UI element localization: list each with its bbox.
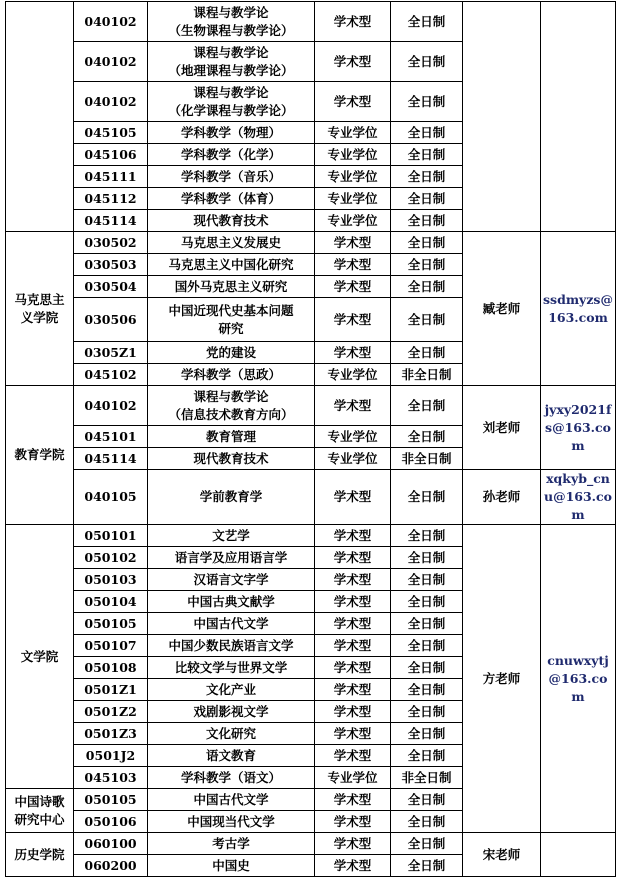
major-cell: 文化研究 [148, 723, 315, 745]
mode-cell: 全日制 [391, 635, 463, 657]
code-cell: 045112 [74, 188, 148, 210]
major-line-1: 中国近现代史基本问题 [168, 302, 294, 318]
major-cell: 马克思主义发展史 [148, 232, 315, 254]
college-name: 马克思主 义学院 [14, 291, 65, 325]
type-cell: 学术型 [315, 547, 391, 569]
mode-cell: 全日制 [391, 298, 463, 342]
table-row [6, 525, 616, 547]
type-cell: 学术型 [315, 342, 391, 364]
type-cell: 学术型 [315, 789, 391, 811]
college-cell-literature: 文学院 [6, 525, 74, 789]
type-cell: 学术型 [315, 745, 391, 767]
table-row [6, 833, 616, 855]
type-cell: 学术型 [315, 298, 391, 342]
contact-email-cell-education-2 [541, 470, 616, 525]
type-cell: 学术型 [315, 723, 391, 745]
major-line-1: 课程与教学论 [193, 388, 269, 404]
major-cell: 中国现当代文学 [148, 811, 315, 833]
mode-cell: 全日制 [391, 833, 463, 855]
admissions-table [5, 1, 616, 877]
code-cell: 050106 [74, 811, 148, 833]
major-line-1: 课程与教学论 [193, 4, 269, 20]
major-cell: 比较文学与世界文学 [148, 657, 315, 679]
mode-cell: 全日制 [391, 789, 463, 811]
contact-email-cell-education-1 [541, 386, 616, 470]
college-cell-marxism [6, 232, 74, 386]
major-cell: 语言学及应用语言学 [148, 547, 315, 569]
type-cell: 学术型 [315, 2, 391, 42]
code-cell: 045102 [74, 364, 148, 386]
type-cell: 学术型 [315, 679, 391, 701]
major-cell: 学科教学（思政） [148, 364, 315, 386]
code-cell: 045114 [74, 210, 148, 232]
major-cell: 学科教学（化学） [148, 144, 315, 166]
type-cell: 专业学位 [315, 426, 391, 448]
contact-email-cell-history [541, 833, 616, 877]
type-cell: 学术型 [315, 635, 391, 657]
college-cell-poetry [6, 789, 74, 833]
type-cell: 专业学位 [315, 166, 391, 188]
major-cell: 现代教育技术 [148, 448, 315, 470]
mode-cell: 全日制 [391, 2, 463, 42]
major-cell: 马克思主义中国化研究 [148, 254, 315, 276]
mode-cell: 非全日制 [391, 448, 463, 470]
table-row [6, 386, 616, 426]
major-cell: 文艺学 [148, 525, 315, 547]
teacher-cell-education-2: 孙老师 [463, 470, 541, 525]
mode-cell: 全日制 [391, 701, 463, 723]
mode-cell: 非全日制 [391, 364, 463, 386]
type-cell: 学术型 [315, 42, 391, 82]
contact-email-cell [541, 2, 616, 232]
code-cell: 030506 [74, 298, 148, 342]
email-link[interactable]: xqkyb_cnu@163.com [544, 471, 612, 522]
teacher-cell-literature: 方老师 [463, 525, 541, 833]
type-cell: 学术型 [315, 232, 391, 254]
code-cell: 030502 [74, 232, 148, 254]
college-name: 中国诗歌 研究中心 [14, 793, 65, 827]
type-cell: 学术型 [315, 386, 391, 426]
mode-cell: 全日制 [391, 82, 463, 122]
major-line-2: （生物课程与教学论） [168, 22, 294, 38]
mode-cell: 全日制 [391, 386, 463, 426]
type-cell: 学术型 [315, 525, 391, 547]
major-cell: 中国古代文学 [148, 789, 315, 811]
major-cell [148, 298, 315, 342]
code-cell: 030504 [74, 276, 148, 298]
major-cell [148, 386, 315, 426]
code-cell: 050108 [74, 657, 148, 679]
mode-cell: 全日制 [391, 342, 463, 364]
major-line-2: （地理课程与教学论） [168, 62, 294, 78]
type-cell: 专业学位 [315, 767, 391, 789]
college-cell-education: 教育学院 [6, 386, 74, 525]
major-cell: 党的建设 [148, 342, 315, 364]
type-cell: 专业学位 [315, 122, 391, 144]
major-cell: 中国古代文学 [148, 613, 315, 635]
code-cell: 030503 [74, 254, 148, 276]
contact-email-cell-marxism [541, 232, 616, 386]
code-cell: 050103 [74, 569, 148, 591]
mode-cell: 全日制 [391, 723, 463, 745]
code-cell: 040102 [74, 82, 148, 122]
major-line-2: 研究 [218, 320, 244, 336]
major-line-2: （化学课程与教学论） [168, 102, 294, 118]
major-cell: 中国古典文献学 [148, 591, 315, 613]
code-cell: 060200 [74, 855, 148, 877]
type-cell: 专业学位 [315, 448, 391, 470]
type-cell: 学术型 [315, 276, 391, 298]
mode-cell: 全日制 [391, 166, 463, 188]
code-cell: 045106 [74, 144, 148, 166]
type-cell: 专业学位 [315, 364, 391, 386]
code-cell: 0305Z1 [74, 342, 148, 364]
contact-email-cell-literature [541, 525, 616, 833]
code-cell: 0501Z1 [74, 679, 148, 701]
mode-cell: 全日制 [391, 855, 463, 877]
mode-cell: 全日制 [391, 426, 463, 448]
mode-cell: 全日制 [391, 144, 463, 166]
code-cell: 045103 [74, 767, 148, 789]
code-cell: 050105 [74, 789, 148, 811]
admissions-table-container [5, 1, 616, 877]
major-line-2: （信息技术教育方向） [168, 406, 294, 422]
major-cell: 教育管理 [148, 426, 315, 448]
code-cell: 050104 [74, 591, 148, 613]
mode-cell: 全日制 [391, 210, 463, 232]
code-cell: 050101 [74, 525, 148, 547]
mode-cell: 全日制 [391, 745, 463, 767]
major-cell: 国外马克思主义研究 [148, 276, 315, 298]
type-cell: 学术型 [315, 254, 391, 276]
code-cell: 040102 [74, 42, 148, 82]
code-cell: 060100 [74, 833, 148, 855]
code-cell: 045105 [74, 122, 148, 144]
college-cell-history: 历史学院 [6, 833, 74, 877]
major-cell [148, 2, 315, 42]
code-cell: 050107 [74, 635, 148, 657]
major-cell: 戏剧影视文学 [148, 701, 315, 723]
teacher-cell-marxism: 臧老师 [463, 232, 541, 386]
type-cell: 学术型 [315, 613, 391, 635]
type-cell: 学术型 [315, 811, 391, 833]
college-cell [6, 2, 74, 232]
mode-cell: 全日制 [391, 679, 463, 701]
type-cell: 学术型 [315, 82, 391, 122]
type-cell: 学术型 [315, 833, 391, 855]
major-cell: 中国少数民族语言文学 [148, 635, 315, 657]
major-cell: 文化产业 [148, 679, 315, 701]
mode-cell: 全日制 [391, 811, 463, 833]
mode-cell: 全日制 [391, 42, 463, 82]
major-cell: 语文教育 [148, 745, 315, 767]
type-cell: 学术型 [315, 657, 391, 679]
code-cell: 040102 [74, 2, 148, 42]
mode-cell: 非全日制 [391, 767, 463, 789]
mode-cell: 全日制 [391, 470, 463, 525]
code-cell: 0501Z3 [74, 723, 148, 745]
code-cell: 045101 [74, 426, 148, 448]
mode-cell: 全日制 [391, 613, 463, 635]
type-cell: 学术型 [315, 470, 391, 525]
email-link[interactable]: cnuwxytj@163.com [547, 652, 609, 704]
type-cell: 专业学位 [315, 210, 391, 232]
table-row [6, 232, 616, 254]
major-cell [148, 42, 315, 82]
type-cell: 学术型 [315, 701, 391, 723]
mode-cell: 全日制 [391, 254, 463, 276]
type-cell: 专业学位 [315, 144, 391, 166]
major-line-1: 课程与教学论 [193, 44, 269, 60]
mode-cell: 全日制 [391, 569, 463, 591]
teacher-cell-history: 宋老师 [463, 833, 541, 877]
teacher-cell [463, 2, 541, 232]
type-cell: 学术型 [315, 569, 391, 591]
mode-cell: 全日制 [391, 547, 463, 569]
mode-cell: 全日制 [391, 188, 463, 210]
type-cell: 学术型 [315, 591, 391, 613]
major-cell: 汉语言文字学 [148, 569, 315, 591]
code-cell: 0501J2 [74, 745, 148, 767]
major-cell [148, 82, 315, 122]
teacher-cell-education-1: 刘老师 [463, 386, 541, 470]
major-cell: 学前教育学 [148, 470, 315, 525]
mode-cell: 全日制 [391, 122, 463, 144]
code-cell: 045111 [74, 166, 148, 188]
major-cell: 学科教学（音乐） [148, 166, 315, 188]
code-cell: 0501Z2 [74, 701, 148, 723]
code-cell: 040105 [74, 470, 148, 525]
mode-cell: 全日制 [391, 525, 463, 547]
mode-cell: 全日制 [391, 657, 463, 679]
email-link[interactable]: ssdmyzs@163.com [543, 291, 613, 325]
mode-cell: 全日制 [391, 232, 463, 254]
code-cell: 040102 [74, 386, 148, 426]
table-row [6, 2, 616, 42]
type-cell: 专业学位 [315, 188, 391, 210]
major-cell: 学科教学（语文） [148, 767, 315, 789]
code-cell: 050102 [74, 547, 148, 569]
mode-cell: 全日制 [391, 276, 463, 298]
table-row [6, 470, 616, 525]
email-link[interactable]: jyxy2021fs@163.com [544, 401, 612, 453]
major-cell: 考古学 [148, 833, 315, 855]
major-cell: 现代教育技术 [148, 210, 315, 232]
code-cell: 050105 [74, 613, 148, 635]
major-line-1: 课程与教学论 [193, 84, 269, 100]
mode-cell: 全日制 [391, 591, 463, 613]
type-cell: 学术型 [315, 855, 391, 877]
major-cell: 学科教学（体育） [148, 188, 315, 210]
code-cell: 045114 [74, 448, 148, 470]
major-cell: 中国史 [148, 855, 315, 877]
major-cell: 学科教学（物理） [148, 122, 315, 144]
